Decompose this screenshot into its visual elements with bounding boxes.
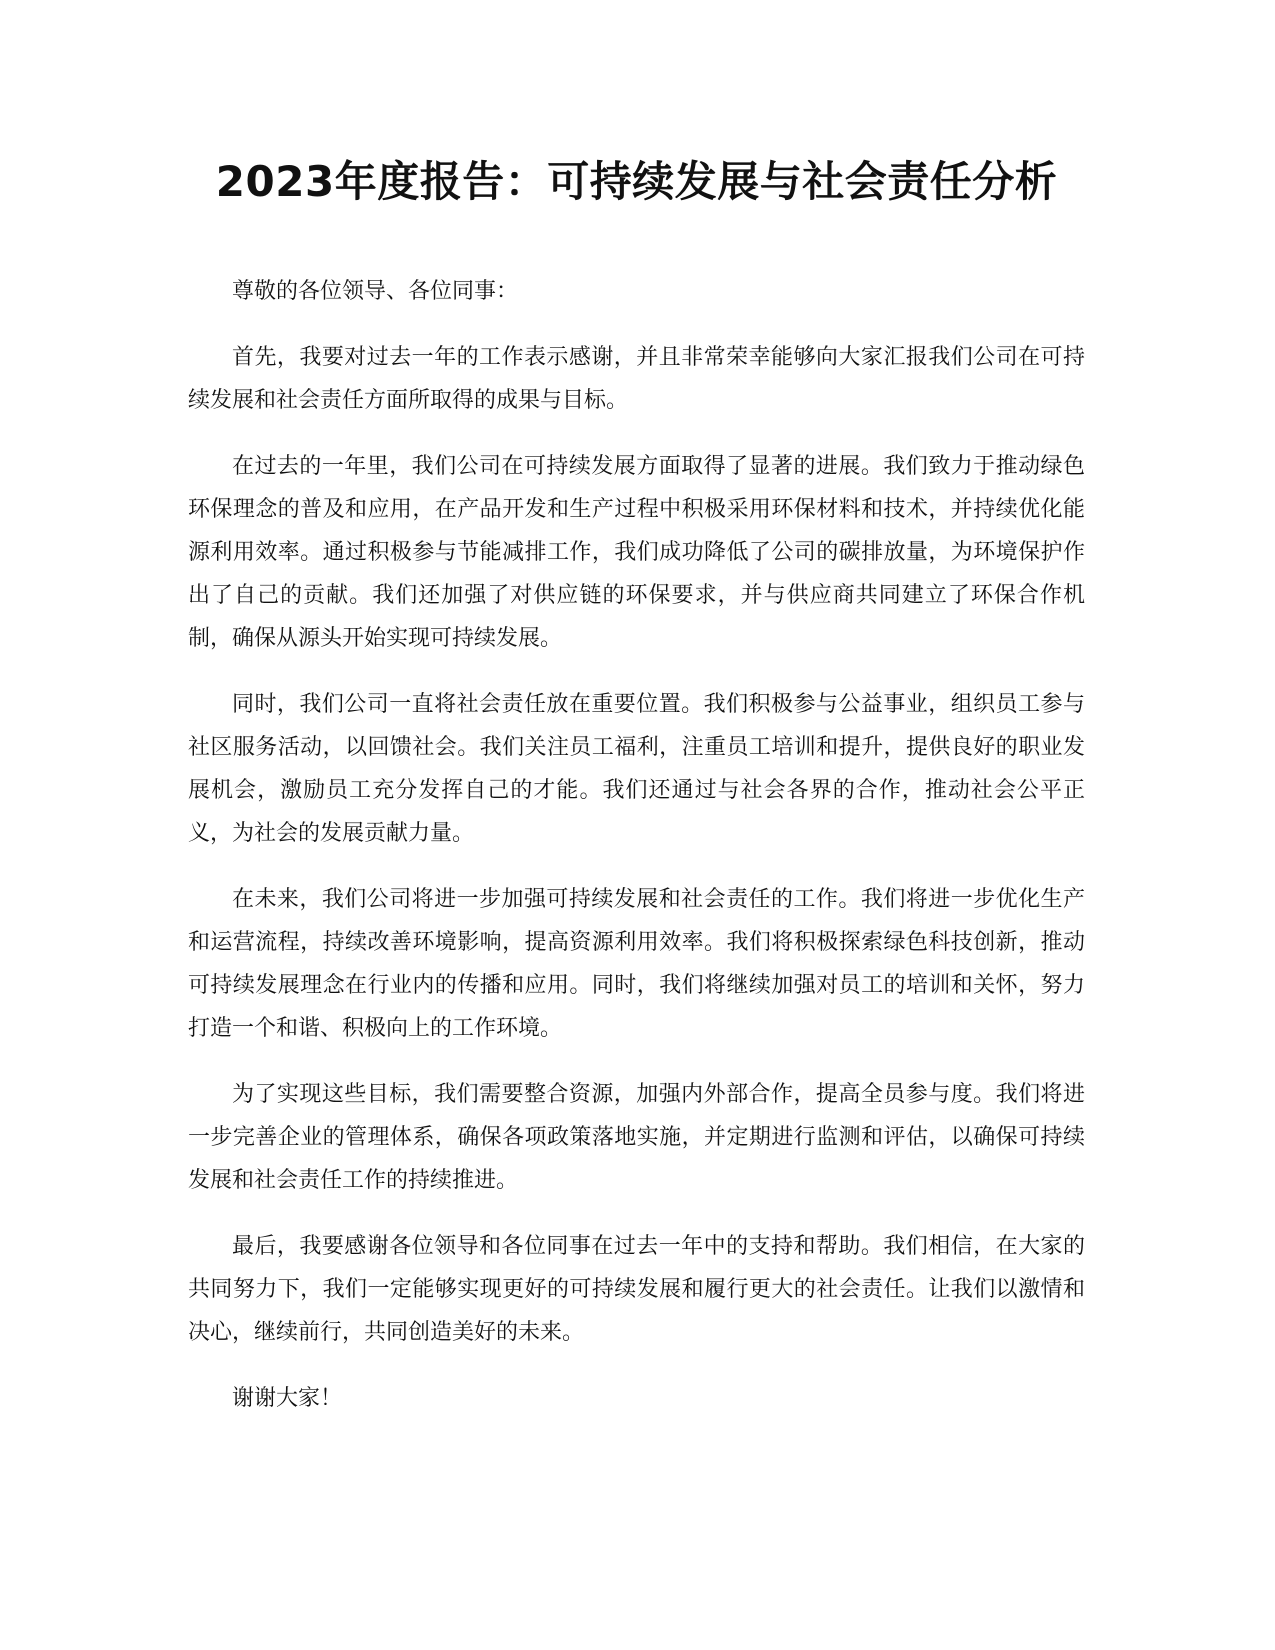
closing: 谢谢大家！ bbox=[232, 1386, 343, 1411]
paragraph-intro: 首先，我要对过去一年的工作表示感谢，并且非常荣幸能够向大家汇报我们公司在可持续发展和社会责任方面所取得的成果与目标。 bbox=[188, 345, 1085, 413]
salutation: 尊敬的各位领导、各位同事： bbox=[232, 279, 519, 304]
document-title: 2023年度报告：可持续发展与社会责任分析 bbox=[215, 157, 1058, 206]
paragraph-goals: 为了实现这些目标，我们需要整合资源，加强内外部合作，提高全员参与度。我们将进一步完善企业的管理体系，确保各项政策落地实施，并定期进行监测和评估，以确保可持续发展和社会责任工作的持续推进。 bbox=[188, 1082, 1085, 1193]
paragraph-social-responsibility: 同时，我们公司一直将社会责任放在重要位置。我们积极参与公益事业，组织员工参与社区服务活动，以回馈社会。我们关注员工福利，注重员工培训和提升，提供良好的职业发展机会，激励员工充分发挥自己的才能。我们还通过与社会各界的合作，推动社会公平正义，为社会的发展贡献力量。 bbox=[188, 692, 1085, 846]
paragraph-sustainability: 在过去的一年里，我们公司在可持续发展方面取得了显著的进展。我们致力于推动绿色环保理念的普及和应用，在产品开发和生产过程中积极采用环保材料和技术，并持续优化能源利用效率。通过积极参与节能减排工作，我们成功降低了公司的碳排放量，为环境保护作出了自己的贡献。我们还加强了对供应链的环保要求，并与供应商共同建立了环保合作机制，确保从源头开始实现可持续发展。 bbox=[188, 454, 1085, 651]
paragraph-thanks: 最后，我要感谢各位领导和各位同事在过去一年中的支持和帮助。我们相信，在大家的共同努力下，我们一定能够实现更好的可持续发展和履行更大的社会责任。让我们以激情和决心，继续前行，共同创造美好的未来。 bbox=[188, 1234, 1085, 1345]
paragraph-future: 在未来，我们公司将进一步加强可持续发展和社会责任的工作。我们将进一步优化生产和运营流程，持续改善环境影响，提高资源利用效率。我们将积极探索绿色科技创新，推动可持续发展理念在行业内的传播和应用。同时，我们将继续加强对员工的培训和关怀，努力打造一个和谐、积极向上的工作环境。 bbox=[188, 887, 1085, 1041]
document-body bbox=[188, 270, 1085, 1420]
